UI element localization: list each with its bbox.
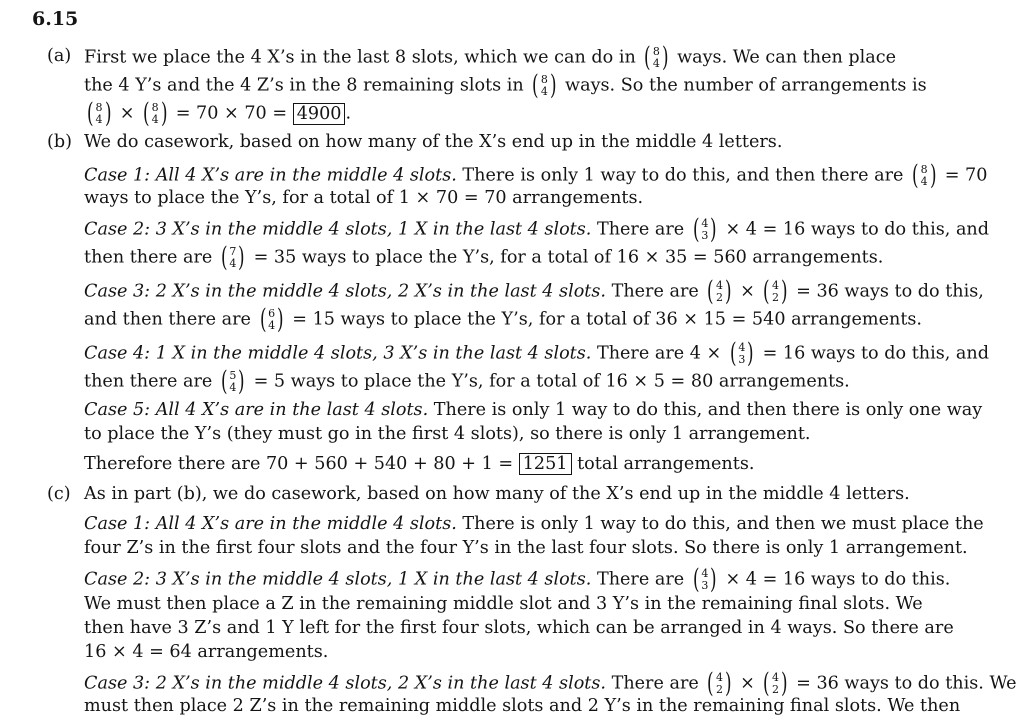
problem-number: 6.15 — [32, 8, 79, 30]
part-a-line-2: the 4 Y’s and the 4 Z’s in the 8 remaining slots in ( 8 4 ) ways. So the number of arrangements is — [84, 70, 927, 101]
binomial-stack — [541, 74, 548, 98]
part-b-case-1: Case 1: All 4 X’s are in the middle 4 slots. There is only 1 way to do this, and then there are ( 8 4 ) = 70 — [84, 160, 988, 191]
binomial-bottom: 4 — [151, 112, 159, 126]
left-paren: ( — [220, 242, 228, 273]
binomial-stack — [653, 46, 660, 70]
part-a-answer-box: 4900 — [293, 103, 346, 125]
part-b-case-5-cont: to place the Y’s (they must go in the first 4 slots), so there is only 1 arrangement. — [84, 424, 811, 444]
part-b-case-4-cont: then there are ( 5 4 ) = 5 ways to place the Y’s, for a total of 16 × 5 = 80 arrangements. — [84, 366, 850, 397]
part-a-line-1: First we place the 4 X’s in the last 8 slots, which we can do in ( 8 4 ) ways. We can then place — [84, 42, 897, 73]
right-paren: ) — [710, 564, 717, 595]
binomial-stack — [96, 102, 103, 126]
binomial-4-2 — [761, 670, 789, 697]
binomial-8-4 — [85, 100, 113, 127]
right-paren: ) — [747, 338, 754, 369]
right-paren: ) — [277, 304, 284, 335]
part-c-label: (c) — [47, 484, 71, 504]
part-c-case-3-cont: must then place 2 Z’s in the remaining middle slots and 2 Y’s in the remaining final slots. We then — [84, 696, 961, 716]
binomial-top: 4 — [715, 670, 723, 684]
right-paren: ) — [104, 98, 112, 129]
part-c-intro: As in part (b), we do casework, based on how many of the X’s end up in the middle 4 letters. — [84, 484, 910, 504]
part-c-case-2-cont-2: then have 3 Z’s and 1 Y left for the first four slots, which can be arranged in 4 ways. So there are — [84, 618, 954, 638]
right-paren: ) — [929, 160, 937, 191]
binomial-8-4 — [530, 72, 558, 99]
left-paren: ( — [692, 564, 700, 595]
right-paren: ) — [238, 242, 245, 273]
binomial-top: 4 — [701, 216, 709, 230]
right-paren: ) — [549, 70, 557, 101]
binomial-bottom: 3 — [738, 352, 746, 366]
binomial-7-4 — [219, 244, 247, 271]
binomial-4-2 — [761, 278, 789, 305]
left-paren: ( — [707, 668, 714, 699]
binomial-bottom: 4 — [95, 112, 103, 126]
binomial-top: 4 — [701, 566, 709, 580]
binomial-top: 8 — [920, 162, 928, 176]
binomial-4-3 — [691, 216, 719, 243]
part-b-total: Therefore there are 70 + 560 + 540 + 80 + 1 = 1251 total arrangements. — [84, 454, 755, 474]
binomial-stack — [716, 672, 723, 696]
part-c-case-3: Case 3: 2 X’s in the middle 4 slots, 2 X’s in the last 4 slots. There are ( 4 2 ) × ( 4 2 ) = 36 ways to do this. We — [84, 668, 1017, 699]
part-c-case-2-cont-1: We must then place a Z in the remaining middle slot and 3 Y’s in the remaining final slots. We — [84, 594, 923, 614]
part-a-label: (a) — [47, 46, 72, 66]
right-paren: ) — [238, 366, 245, 397]
right-paren: ) — [780, 668, 788, 699]
binomial-stack — [716, 280, 723, 304]
left-paren: ( — [259, 304, 267, 335]
left-paren: ( — [729, 338, 737, 369]
part-a-line-3: ( 8 4 ) × ( 8 4 ) = 70 × 70 = 4900 . — [84, 100, 351, 127]
binomial-top: 4 — [738, 340, 746, 354]
binomial-top: 4 — [771, 670, 779, 684]
left-paren: ( — [707, 276, 714, 307]
right-paren: ) — [710, 214, 717, 245]
binomial-bottom: 3 — [701, 578, 709, 592]
binomial-bottom: 4 — [540, 84, 548, 98]
binomial-top: 6 — [268, 306, 276, 320]
right-paren: ) — [661, 42, 669, 73]
binomial-8-4 — [642, 44, 670, 71]
binomial-bottom: 3 — [701, 228, 709, 242]
part-b-answer-box: 1251 — [519, 453, 572, 475]
part-b-case-5: Case 5: All 4 X’s are in the last 4 slots. There is only 1 way to do this, and then there is only one way — [84, 400, 983, 420]
binomial-stack — [229, 370, 236, 394]
binomial-bottom: 2 — [715, 682, 723, 696]
part-b-label: (b) — [47, 132, 72, 152]
binomial-stack — [268, 308, 275, 332]
binomial-top: 7 — [229, 244, 237, 258]
binomial-6-4 — [258, 306, 286, 333]
binomial-stack — [772, 280, 779, 304]
left-paren: ( — [220, 366, 228, 397]
left-paren: ( — [912, 160, 919, 191]
binomial-stack — [701, 218, 708, 242]
binomial-bottom: 4 — [920, 174, 928, 188]
binomial-stack — [738, 342, 745, 366]
binomial-top: 8 — [540, 72, 548, 86]
binomial-stack — [921, 164, 928, 188]
left-paren: ( — [692, 214, 700, 245]
left-paren: ( — [532, 70, 539, 101]
binomial-8-4 — [141, 100, 169, 127]
binomial-top: 8 — [652, 44, 660, 58]
binomial-bottom: 2 — [771, 290, 779, 304]
right-paren: ) — [160, 98, 168, 129]
part-b-intro: We do casework, based on how many of the X’s end up in the middle 4 letters. — [84, 132, 783, 152]
part-c-case-2-cont-3: 16 × 4 = 64 arrangements. — [84, 642, 329, 662]
left-paren: ( — [763, 276, 770, 307]
binomial-bottom: 4 — [652, 56, 660, 70]
binomial-stack — [152, 102, 159, 126]
binomial-top: 8 — [151, 100, 159, 114]
part-c-case-1-cont: four Z’s in the first four slots and the four Y’s in the last four slots. So there is only 1 arrangement. — [84, 538, 968, 558]
right-paren: ) — [724, 668, 732, 699]
binomial-stack — [772, 672, 779, 696]
binomial-top: 8 — [95, 100, 103, 114]
binomial-8-4 — [910, 162, 938, 189]
binomial-4-2 — [705, 278, 733, 305]
part-b-case-3: Case 3: 2 X’s in the middle 4 slots, 2 X’s in the last 4 slots. There are ( 4 2 ) × ( 4 2 ) = 36 ways to do this, — [84, 276, 984, 307]
right-paren: ) — [724, 276, 732, 307]
binomial-bottom: 2 — [715, 290, 723, 304]
part-b-case-2: Case 2: 3 X’s in the middle 4 slots, 1 X in the last 4 slots. There are ( 4 3 ) × 4 = 16 ways to do this, and — [84, 214, 990, 245]
binomial-stack — [229, 246, 236, 270]
binomial-4-3 — [728, 340, 756, 367]
left-paren: ( — [644, 42, 651, 73]
part-c-case-1: Case 1: All 4 X’s are in the middle 4 slots. There is only 1 way to do this, and then we must place the — [84, 514, 984, 534]
binomial-top: 4 — [771, 278, 779, 292]
left-paren: ( — [143, 98, 150, 129]
binomial-bottom: 4 — [229, 256, 237, 270]
binomial-bottom: 2 — [771, 682, 779, 696]
binomial-bottom: 4 — [268, 318, 276, 332]
binomial-4-3 — [691, 566, 719, 593]
binomial-top: 5 — [229, 368, 237, 382]
left-paren: ( — [763, 668, 770, 699]
part-b-case-1-cont: ways to place the Y’s, for a total of 1 × 70 = 70 arrangements. — [84, 188, 644, 208]
part-b-case-2-cont: then there are ( 7 4 ) = 35 ways to place the Y’s, for a total of 16 × 35 = 560 arrangements. — [84, 242, 884, 273]
right-paren: ) — [780, 276, 788, 307]
left-paren: ( — [87, 98, 94, 129]
part-b-case-3-cont: and then there are ( 6 4 ) = 15 ways to place the Y’s, for a total of 36 × 15 = 540 arrangements. — [84, 304, 923, 335]
binomial-top: 4 — [715, 278, 723, 292]
binomial-5-4 — [219, 368, 247, 395]
binomial-4-2 — [705, 670, 733, 697]
part-b-case-4: Case 4: 1 X in the middle 4 slots, 3 X’s in the last 4 slots. There are 4 × ( 4 3 ) = 16 ways to do this, and — [84, 338, 990, 369]
binomial-stack — [701, 568, 708, 592]
part-c-case-2: Case 2: 3 X’s in the middle 4 slots, 1 X in the last 4 slots. There are ( 4 3 ) × 4 = 16 ways to do this. — [84, 564, 951, 595]
binomial-bottom: 4 — [229, 380, 237, 394]
